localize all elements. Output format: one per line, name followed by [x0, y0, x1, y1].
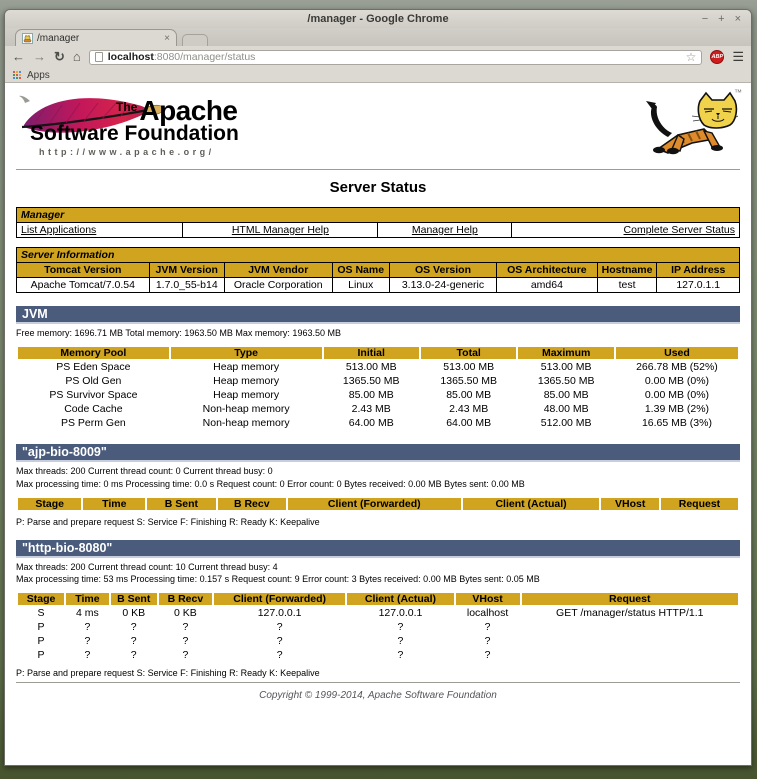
- cell: 0.00 MB (0%): [644, 375, 710, 388]
- link-list-applications[interactable]: List Applications: [21, 224, 97, 236]
- col-total: Total: [421, 347, 516, 359]
- jvm-section-header: JVM: [16, 306, 740, 324]
- cell: ?: [484, 635, 491, 648]
- col-stage: Stage: [18, 498, 81, 510]
- cell: ?: [130, 621, 137, 634]
- jvm-row-eden: [18, 361, 738, 373]
- http-threads-line: Max threads: 200 Current thread count: 10 Current thread busy: 4: [16, 561, 278, 572]
- cell: ?: [182, 635, 189, 648]
- http-request-row: [18, 607, 738, 619]
- cell-request: [522, 649, 738, 661]
- jvm-memory-table: [16, 345, 740, 431]
- http-request-row: [18, 621, 738, 633]
- ajp-stage-legend: P: Parse and prepare request S: Service F: Finishing R: Ready K: Keepalive: [16, 516, 320, 527]
- cell: PS Eden Space: [56, 361, 131, 374]
- col-vhost: VHost: [601, 498, 659, 510]
- cell: 1.39 MB (2%): [644, 403, 710, 416]
- cell: 85.00 MB: [543, 389, 589, 402]
- cell: 2.43 MB: [449, 403, 489, 416]
- cell: 1365.50 MB: [537, 375, 595, 388]
- url-path: :8080/manager/status: [153, 51, 256, 63]
- logo-software-foundation: Software Foundation: [30, 122, 239, 145]
- col-memory-pool: Memory Pool: [18, 347, 169, 359]
- cell: 266.78 MB (52%): [636, 361, 718, 374]
- cell: ?: [84, 649, 91, 662]
- logo-the: The: [116, 100, 138, 114]
- cell: Non-heap memory: [202, 417, 290, 430]
- chrome-window: [4, 9, 752, 766]
- cell: 513.00 MB: [443, 361, 495, 374]
- address-bar[interactable]: [89, 50, 703, 65]
- cell: ?: [397, 621, 404, 634]
- cell: ?: [182, 621, 189, 634]
- bookmark-star-icon[interactable]: ☆: [685, 50, 697, 64]
- page-title: Server Status: [329, 179, 427, 196]
- col-jvm-version: JVM Version: [149, 263, 224, 278]
- cell: 85.00 MB: [348, 389, 394, 402]
- cell: P: [37, 621, 45, 634]
- val-jvm-version: 1.7.0_55-b14: [149, 278, 224, 293]
- jvm-row-oldgen: [18, 375, 738, 387]
- col-client-actual: Client (Actual): [463, 498, 600, 510]
- val-ip-address: 127.0.1.1: [657, 278, 740, 293]
- apps-grid-icon: [13, 71, 22, 80]
- link-manager-help[interactable]: Manager Help: [411, 224, 478, 236]
- link-complete-server-status[interactable]: Complete Server Status: [623, 224, 735, 236]
- cell-request: GET /manager/status HTTP/1.1: [556, 607, 704, 620]
- col-maximum: Maximum: [518, 347, 613, 359]
- cell: 0 KB: [122, 607, 146, 620]
- http-stats-line: Max processing time: 53 ms Processing time: 0.157 s Request count: 9 Error count: 3 Bytes received: 0.00 MB Bytes sent: 0.05 MB: [16, 574, 540, 584]
- col-brecv: B Recv: [159, 593, 212, 605]
- cell-request: [522, 635, 738, 647]
- col-request: Request: [522, 593, 738, 605]
- val-os-version: 3.13.0-24-generic: [389, 278, 496, 293]
- cell: ?: [397, 635, 404, 648]
- col-jvm-vendor: JVM Vendor: [224, 263, 332, 278]
- link-html-manager-help[interactable]: HTML Manager Help: [231, 224, 329, 236]
- header-divider: [16, 169, 740, 170]
- cell: ?: [484, 621, 491, 634]
- cell: 1365.50 MB: [342, 375, 400, 388]
- http-request-row: [18, 635, 738, 647]
- col-stage: Stage: [18, 593, 64, 605]
- manager-section-header: Manager: [17, 208, 740, 223]
- tab-title: /manager: [37, 32, 80, 44]
- http-requests-table: [16, 591, 740, 663]
- minimize-button[interactable]: −: [701, 13, 709, 25]
- col-os-name: OS Name: [332, 263, 389, 278]
- col-hostname: Hostname: [597, 263, 657, 278]
- tomcat-logo: [642, 88, 742, 159]
- cell: 4 ms: [76, 607, 99, 620]
- jvm-row-permgen: [18, 417, 738, 429]
- tomcat-favicon-icon: [22, 33, 33, 44]
- val-hostname: test: [597, 278, 657, 293]
- new-tab-button[interactable]: [182, 34, 208, 46]
- reload-icon[interactable]: ↻: [54, 49, 65, 64]
- col-vhost: VHost: [456, 593, 520, 605]
- page-content: [5, 83, 751, 765]
- footer-divider: [16, 682, 740, 683]
- cell: 513.00 MB: [345, 361, 397, 374]
- ajp-threads-line: Max threads: 200 Current thread count: 0 Current thread busy: 0: [16, 466, 273, 477]
- cell: Heap memory: [213, 375, 280, 388]
- val-os-name: Linux: [332, 278, 389, 293]
- col-client-actual: Client (Actual): [347, 593, 453, 605]
- col-ip-address: IP Address: [657, 263, 740, 278]
- cell: ?: [130, 649, 137, 662]
- cell: 127.0.0.1: [257, 607, 302, 620]
- ajp-stats-line: Max processing time: 0 ms Processing time: 0.0 s Request count: 0 Error count: 0 Bytes received: 0.00 MB Bytes sent: 0.00 MB: [16, 478, 525, 489]
- cell: PS Perm Gen: [60, 417, 126, 430]
- cell: 16.65 MB (3%): [641, 417, 712, 430]
- col-used: Used: [616, 347, 738, 359]
- cell: P: [37, 649, 45, 662]
- cell: 64.00 MB: [348, 417, 394, 430]
- jvm-row-codecache: [18, 403, 738, 415]
- server-info-section-header: Server Information: [17, 248, 740, 263]
- col-type: Type: [171, 347, 322, 359]
- cell: ?: [276, 621, 283, 634]
- bookmarks-bar: [5, 68, 751, 83]
- logo-url: http://www.apache.org/: [39, 147, 215, 157]
- manager-nav-table: [16, 207, 740, 238]
- cell: ?: [84, 621, 91, 634]
- col-time: Time: [66, 593, 109, 605]
- cell: localhost: [466, 607, 509, 620]
- cell: 64.00 MB: [446, 417, 492, 430]
- cell: 127.0.0.1: [378, 607, 423, 620]
- val-tomcat-version: Apache Tomcat/7.0.54: [17, 278, 150, 293]
- cell: Non-heap memory: [202, 403, 290, 416]
- copyright-text: Copyright © 1999-2014, Apache Software Foundation: [259, 690, 497, 702]
- col-request: Request: [661, 498, 738, 510]
- adblock-extension-icon[interactable]: ABP: [710, 50, 724, 64]
- jvm-row-survivor: [18, 389, 738, 401]
- cell: 0 KB: [174, 607, 197, 620]
- logo-header: [16, 88, 742, 165]
- http-connector-header: "http-bio-8080": [16, 540, 740, 558]
- close-button[interactable]: ×: [734, 13, 741, 25]
- col-bsent: B Sent: [111, 593, 157, 605]
- cell: 48.00 MB: [543, 403, 589, 416]
- url-host: localhost: [107, 51, 154, 63]
- server-info-table: [16, 247, 740, 293]
- window-titlebar[interactable]: [5, 10, 751, 28]
- forward-icon[interactable]: →: [33, 49, 46, 64]
- cell: 513.00 MB: [540, 361, 592, 374]
- cell: ?: [484, 649, 491, 662]
- col-client-forwarded: Client (Forwarded): [214, 593, 345, 605]
- col-client-forwarded: Client (Forwarded): [288, 498, 461, 510]
- ajp-connector-header: "ajp-bio-8009": [16, 444, 740, 462]
- page-icon: [95, 52, 103, 62]
- tomcat-cat-icon: [642, 91, 738, 159]
- cell: ?: [276, 649, 283, 662]
- cell: S: [37, 607, 45, 620]
- window-title: /manager - Google Chrome: [307, 13, 449, 25]
- home-icon[interactable]: ⌂: [72, 49, 81, 64]
- col-time: Time: [83, 498, 145, 510]
- apps-bookmark[interactable]: Apps: [27, 69, 50, 81]
- back-icon[interactable]: ←: [12, 49, 25, 64]
- cell: ?: [84, 635, 91, 648]
- cell: ?: [182, 649, 189, 662]
- cell: 2.43 MB: [351, 403, 391, 416]
- tab-close-icon[interactable]: ×: [164, 32, 170, 44]
- cell: P: [37, 635, 45, 648]
- tab-strip: [5, 28, 751, 46]
- server-info-row: [17, 278, 740, 293]
- browser-toolbar: [5, 46, 751, 68]
- cell: 1365.50 MB: [440, 375, 498, 388]
- col-os-version: OS Version: [389, 263, 496, 278]
- maximize-button[interactable]: +: [718, 13, 725, 25]
- cell: PS Survivor Space: [49, 389, 138, 402]
- cell: 85.00 MB: [446, 389, 492, 402]
- tab-manager[interactable]: [15, 29, 177, 46]
- cell: ?: [276, 635, 283, 648]
- col-tomcat-version: Tomcat Version: [17, 263, 150, 278]
- val-os-arch: amd64: [497, 278, 598, 293]
- cell: ?: [130, 635, 137, 648]
- cell: PS Old Gen: [65, 375, 122, 388]
- cell: Code Cache: [64, 403, 123, 416]
- http-request-row: [18, 649, 738, 661]
- cell: ?: [397, 649, 404, 662]
- jvm-memory-summary: Free memory: 1696.71 MB Total memory: 1963.50 MB Max memory: 1963.50 MB: [16, 328, 341, 338]
- cell: 512.00 MB: [540, 417, 592, 430]
- col-initial: Initial: [324, 347, 419, 359]
- trademark-symbol: ™: [734, 88, 742, 97]
- logo-apache: Apache: [139, 95, 238, 126]
- cell: 0.00 MB (0%): [644, 389, 710, 402]
- val-jvm-vendor: Oracle Corporation: [224, 278, 332, 293]
- col-os-arch: OS Architecture: [497, 263, 598, 278]
- ajp-requests-table: [16, 496, 740, 512]
- cell: Heap memory: [213, 361, 280, 374]
- col-bsent: B Sent: [147, 498, 215, 510]
- http-stage-legend: P: Parse and prepare request S: Service F: Finishing R: Ready K: Keepalive: [16, 668, 320, 679]
- cell: Heap memory: [213, 389, 280, 402]
- col-brecv: B Recv: [218, 498, 286, 510]
- chrome-menu-icon[interactable]: ☰: [732, 49, 744, 64]
- cell-request: [522, 621, 738, 633]
